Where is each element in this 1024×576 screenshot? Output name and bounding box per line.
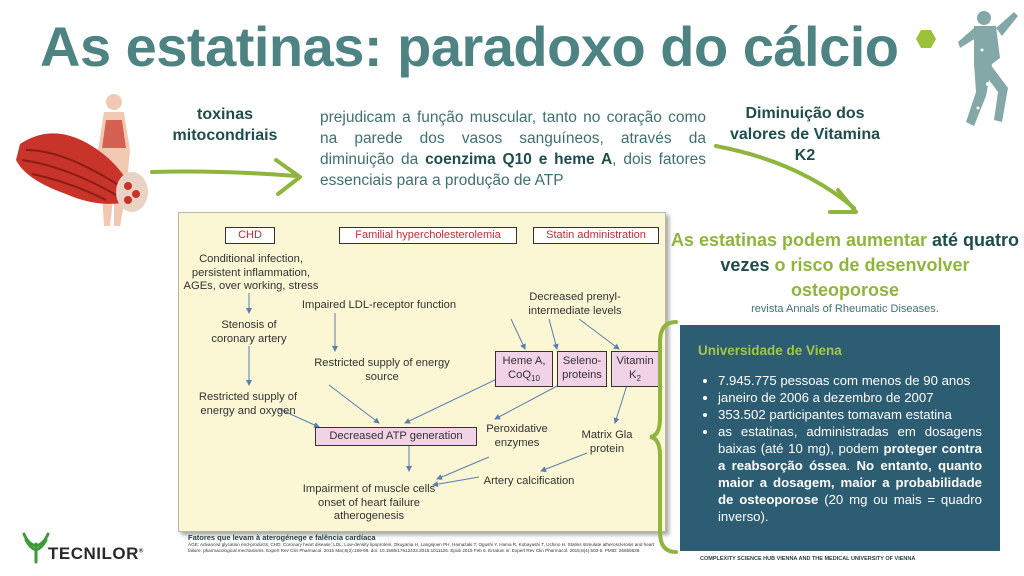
list-item: • 353.502 participantes tomavam estatina — [718, 406, 982, 423]
node-artery-calcification: Artery calcification — [483, 475, 575, 487]
header-familial-hypercholesterolemia: Familial hypercholesterolemia — [339, 227, 517, 244]
node-restricted-energy-oxygen: Restricted supply of energy and oxygen — [198, 391, 298, 417]
node-restricted-energy-source: Restricted supply of energy source — [314, 357, 450, 383]
mitochondrial-toxins-label: toxinas mitocondriais — [172, 106, 278, 144]
mechanism-diagram — [178, 212, 666, 532]
list-item: • 7.945.775 pessoas com menos de 90 anos — [718, 372, 982, 389]
node-matrix-gla: Matrix Gla protein — [581, 429, 633, 455]
header-chd: CHD — [225, 227, 275, 244]
list-item: • as estatinas, administradas em dosagens baixas (até 10 mg), podem proteger contra a reabsorção óssea. No entanto, quanto maior a dosagem, maior a probabilidade de osteoporose (20 mg ou mais = quadro inverso). — [718, 423, 982, 525]
node-decreased-prenyl: Decreased prenyl-intermediate levels — [528, 291, 622, 317]
page-title: As estatinas: paradoxo do cálcio — [40, 15, 899, 78]
osteoporosis-risk-statement: As estatinas podem aumentar até quatro vezes o risco de desenvolver osteoporose — [670, 230, 1020, 300]
node-heme-coq10: Heme A, CoQ$_{10}$ — [495, 351, 553, 387]
header-statin-administration: Statin administration — [533, 227, 659, 244]
study-facts-list — [698, 372, 982, 525]
node-muscle-impairment: Impairment of muscle cells onset of heart failure atherogenesis — [302, 483, 436, 522]
node-decreased-atp: Decreased ATP generation — [315, 427, 477, 446]
node-peroxidative-enzymes: Peroxidative enzymes — [486, 423, 548, 449]
journal-source: revista Annals of Rheumatic Diseases. — [751, 303, 939, 315]
node-impaired-ldl-receptor: Impaired LDL-receptor function — [301, 299, 457, 311]
tecnilor-logo-text: TECNILOR® — [48, 544, 144, 563]
study-heading: Universidade de Viena — [698, 343, 842, 358]
vitamin-k2-label: Diminuição dos valores de Vitamina K2 — [730, 105, 880, 164]
diagram-caption-reference: AGE: Advanced glycation end-products; CHD: Coronary heart disease; LDL: Low-density lipoprotein. Okuyama H, Langsjoen PH, Hamazaki T, Ogushi Y, Hama R, Kobayashi T, Uchino H. Statins stimulate atherosclerosis and heart failure: pharmacological mechanisms. Expert Rev Clin Pharmacol. 2015 Mar;8(2):189-99. doi: 10.1586/17512433.2015.1011125. Epub 2015 Feb 6. Erratum in: Expert Rev Clin Pharmacol. 2015;8(4):503-5. PMID: 25655639. — [188, 542, 655, 553]
node-stenosis: Stenosis of coronary artery — [211, 319, 287, 345]
node-conditional-infection: Conditional infection, persistent inflammation, AGEs, over working, stress — [183, 253, 319, 292]
list-item: • janeiro de 2006 a dezembro de 2007 — [718, 389, 982, 406]
effect-description: prejudicam a função muscular, tanto no coração como na parede dos vasos sanguíneos, através da diminuição da coenzima Q10 e heme A, dois fatores essenciais para a produção de ATP — [320, 109, 706, 189]
study-credit: COMPLEXITY SCIENCE HUB VIENNA AND THE MEDICAL UNIVERSITY OF VIENNA — [700, 556, 916, 562]
diagram-caption-title: Fatores que levam à aterogénege e falência cardíaca — [188, 533, 376, 542]
vienna-study-panel — [680, 325, 1000, 551]
tecnilor-logo-icon — [22, 530, 50, 564]
node-vitamin-k2: Vitamin $K_2$ — [611, 351, 659, 387]
node-selenoproteins: Seleno-proteins — [557, 351, 607, 387]
curly-brace-decoration — [646, 318, 680, 556]
